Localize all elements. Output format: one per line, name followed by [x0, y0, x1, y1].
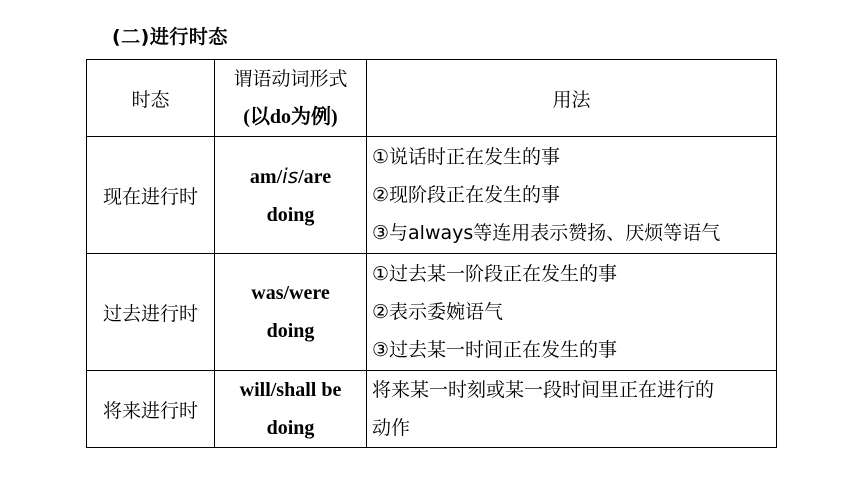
form-line2: doing: [266, 203, 315, 226]
usage-item: 动作: [372, 417, 411, 439]
form-line1: will/shall be: [239, 379, 342, 401]
tense-cell: 过去进行时: [87, 254, 215, 371]
usage-cell: [367, 254, 777, 371]
form-line2: doing: [266, 417, 315, 439]
usage-item: ②表示委婉语气: [372, 301, 504, 323]
form-cell: [215, 254, 367, 371]
usage-item: ③与always等连用表示赞扬、厌烦等语气: [372, 222, 721, 244]
usage-cell: [367, 137, 777, 254]
usage-item: ①过去某一阶段正在发生的事: [372, 263, 618, 285]
usage-item: ②现阶段正在发生的事: [372, 184, 561, 206]
form-line2: doing: [266, 320, 315, 342]
form-cell: [215, 137, 367, 254]
form-cell: [215, 371, 367, 448]
table-row: [87, 371, 777, 448]
tense-cell: 将来进行时: [87, 371, 215, 448]
tense-table: [86, 59, 777, 448]
usage-item: ③过去某一时间正在发生的事: [372, 339, 618, 361]
header-form-line2: (以do为例): [243, 106, 338, 128]
form-line1: am/is/are: [249, 163, 332, 188]
form-line1: was/were: [251, 282, 330, 304]
tense-cell: 现在进行时: [87, 137, 215, 254]
header-usage: 用法: [367, 60, 777, 137]
usage-item: 将来某一时刻或某一段时间里正在进行的: [372, 379, 715, 401]
usage-item: ①说话时正在发生的事: [372, 146, 561, 168]
section-title: (二)进行时态: [112, 26, 228, 48]
table-row: [87, 254, 777, 371]
usage-cell: [367, 371, 777, 448]
header-form-line1: 谓语动词形式: [233, 68, 348, 90]
header-tense: 时态: [87, 60, 215, 137]
table-header-row: [87, 60, 777, 137]
header-verb-form: [215, 60, 367, 137]
table-row: [87, 137, 777, 254]
